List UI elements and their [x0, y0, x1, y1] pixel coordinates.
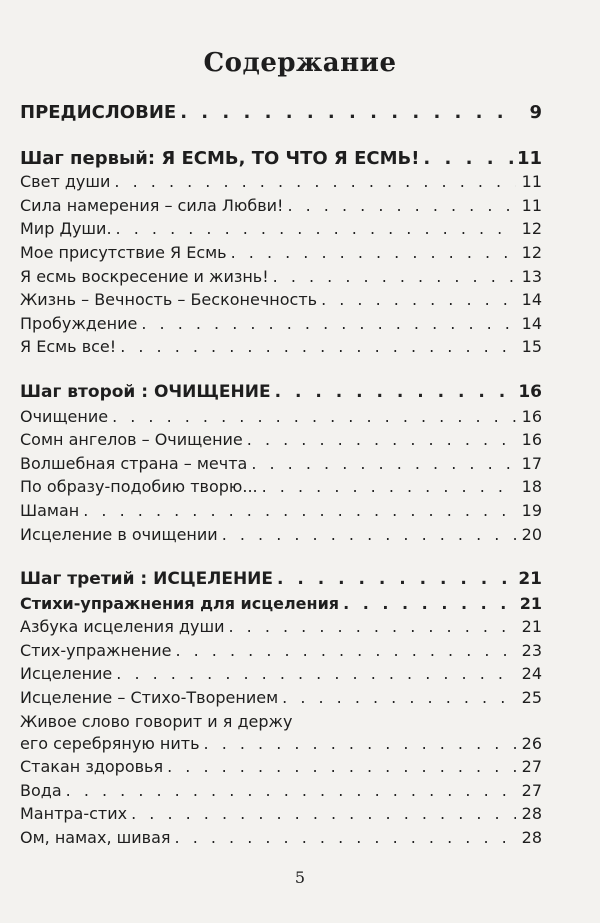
toc-entry[interactable] [20, 335, 542, 359]
dot-leader [277, 568, 514, 592]
toc-entry[interactable] [20, 802, 542, 826]
toc-entry-page: 9 [529, 102, 542, 123]
dot-leader [423, 147, 513, 171]
toc-entry[interactable] [20, 217, 542, 241]
toc-entry-label: Стих-упражнение [20, 640, 172, 660]
table-of-contents [20, 101, 542, 850]
toc-entry-page: 20 [521, 524, 542, 544]
toc-entry-label: Шаман [20, 500, 80, 520]
toc-entry-page: 19 [521, 500, 542, 520]
dot-leader [262, 475, 516, 499]
toc-entry[interactable] [20, 241, 542, 265]
dot-leader [175, 826, 516, 850]
dot-leader [114, 170, 516, 194]
toc-entry[interactable] [20, 475, 542, 499]
toc-entry-label: По образу-подобию творю... [20, 477, 258, 497]
dot-leader [112, 405, 516, 429]
toc-entry-label: Живое слово говорит и я держу [20, 711, 293, 731]
dot-leader [275, 381, 515, 405]
toc-entry-label: Жизнь – Вечность – Бесконечность [20, 290, 318, 310]
toc-entry[interactable] [20, 755, 542, 779]
toc-entry-page: 14 [521, 313, 542, 333]
dot-leader [83, 499, 516, 523]
toc-entry[interactable] [20, 686, 542, 710]
dot-leader [131, 802, 516, 826]
toc-entry[interactable] [20, 779, 542, 803]
toc-entry[interactable] [20, 170, 542, 194]
dot-leader [175, 639, 516, 663]
toc-entry[interactable] [20, 288, 542, 312]
dot-leader [167, 755, 516, 779]
toc-entry-page: 21 [519, 593, 542, 613]
toc-entry-page: 11 [521, 195, 542, 215]
toc-entry[interactable] [20, 732, 542, 756]
toc-entry-page: 17 [521, 453, 542, 473]
toc-entry-page: 28 [521, 828, 542, 848]
toc-entry-page: 12 [521, 242, 542, 262]
toc-entry-page: 27 [521, 780, 542, 800]
toc-entry-page: 15 [521, 337, 542, 357]
toc-entry[interactable] [20, 265, 542, 289]
toc-entry-page: 16 [518, 381, 542, 402]
toc-entry[interactable] [20, 499, 542, 523]
toc-entry[interactable] [20, 592, 542, 616]
toc-entry-page: 26 [521, 733, 542, 753]
toc-entry-page: 13 [521, 266, 542, 286]
toc-entry-page: 23 [521, 640, 542, 660]
dot-leader [66, 779, 516, 803]
dot-leader [287, 194, 516, 218]
toc-entry[interactable] [20, 568, 542, 592]
dot-leader [231, 241, 516, 265]
dot-leader [247, 428, 516, 452]
toc-entry-page: 21 [518, 569, 542, 590]
toc-entry-label: Шаг второй : ОЧИЩЕНИЕ [20, 381, 271, 402]
toc-entry-label: Пробуждение [20, 313, 138, 333]
toc-entry-label: Очищение [20, 406, 109, 426]
toc-entry[interactable] [20, 523, 542, 547]
dot-leader [204, 732, 516, 756]
toc-entry[interactable] [20, 312, 542, 336]
toc-entry[interactable] [20, 194, 542, 218]
toc-entry-label: Стихи-упражнения для исцеления [20, 593, 340, 613]
dot-leader [251, 452, 516, 476]
toc-entry[interactable] [20, 639, 542, 663]
toc-entry[interactable] [20, 452, 542, 476]
toc-entry-label: Шаг первый: Я ЕСМЬ, ТО ЧТО Я ЕСМЬ! [20, 147, 420, 169]
toc-entry-label: Я есмь воскресение и жизнь! [20, 266, 269, 286]
toc-entry[interactable] [20, 428, 542, 452]
dot-leader [282, 686, 516, 710]
toc-entry-label: его серебряную нить [20, 733, 200, 753]
toc-entry-label: Стакан здоровья [20, 757, 164, 777]
toc-entry-page: 11 [516, 147, 542, 169]
page-title: Содержание [203, 48, 397, 78]
toc-entry-page: 21 [521, 617, 542, 637]
page-number: 5 [294, 868, 306, 887]
toc-entry-page: 24 [521, 664, 542, 684]
toc-entry[interactable] [20, 101, 542, 125]
toc-entry-page: 18 [521, 477, 542, 497]
toc-entry[interactable] [20, 826, 542, 850]
toc-entry-page: 14 [521, 290, 542, 310]
dot-leader [321, 288, 516, 312]
dot-leader [343, 592, 516, 616]
toc-entry-page: 25 [521, 688, 542, 708]
toc-entry-label: Исцеление в очищении [20, 524, 218, 544]
toc-entry-page: 16 [521, 430, 542, 450]
toc-entry-label: Вода [20, 780, 62, 800]
dot-leader [141, 312, 516, 336]
toc-entry-label: Сила намерения – сила Любви! [20, 195, 284, 215]
toc-entry[interactable] [20, 405, 542, 429]
toc-entry-label: Я Есмь все! [20, 337, 117, 357]
toc-entry-label: Сомн ангелов – Очищение [20, 430, 243, 450]
dot-leader [116, 217, 516, 241]
toc-entry-label: Мое присутствие Я Есмь [20, 242, 227, 262]
dot-leader [180, 101, 516, 125]
toc-entry-page: 16 [521, 406, 542, 426]
toc-entry-page: 27 [521, 757, 542, 777]
toc-entry-label: ПРЕДИСЛОВИЕ [20, 102, 177, 123]
dot-leader [273, 265, 516, 289]
toc-entry-page: 12 [521, 219, 542, 239]
dot-leader [222, 523, 516, 547]
toc-entry-page: 28 [521, 804, 542, 824]
toc-entry-label: Ом, намах, шивая [20, 828, 171, 848]
toc-entry-label: Мир Души. [20, 219, 112, 239]
toc-entry-line1[interactable] [20, 710, 542, 732]
toc-entry-label: Свет души [20, 172, 111, 192]
toc-entry[interactable] [20, 662, 542, 686]
toc-entry[interactable] [20, 381, 542, 405]
toc-entry-label: Шаг третий : ИСЦЕЛЕНИЕ [20, 569, 274, 590]
dot-leader [228, 615, 516, 639]
toc-entry-label: Исцеление [20, 664, 113, 684]
toc-entry-label: Азбука исцеления души [20, 617, 225, 637]
toc-entry-label: Мантра-стих [20, 804, 128, 824]
toc-entry-page: 11 [521, 172, 542, 192]
toc-entry[interactable] [20, 615, 542, 639]
dot-leader [116, 662, 516, 686]
toc-entry[interactable] [20, 147, 542, 171]
dot-leader [120, 335, 516, 359]
toc-entry-label: Исцеление – Стихо-Творением [20, 688, 279, 708]
toc-entry-label: Волшебная страна – мечта [20, 453, 248, 473]
